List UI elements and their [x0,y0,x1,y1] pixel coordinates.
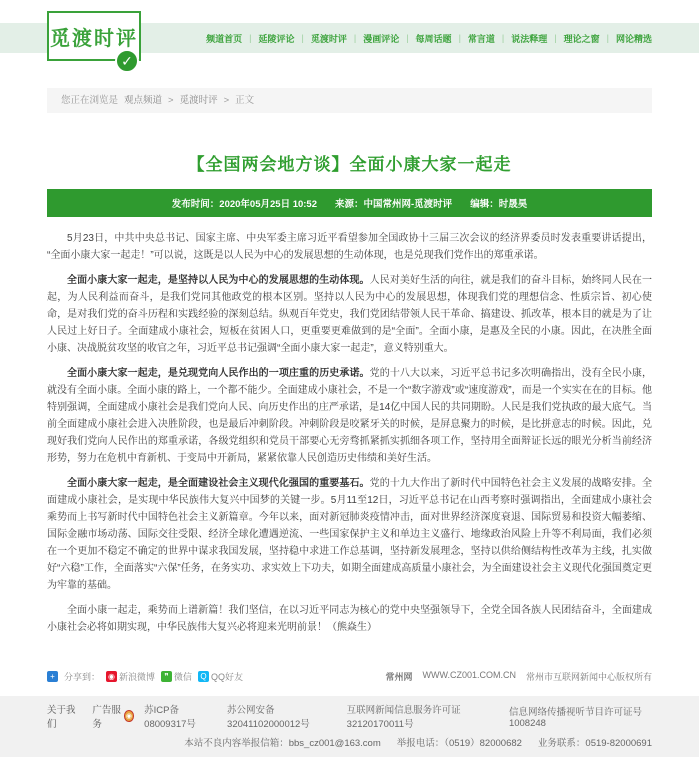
nav-separator: | [458,33,461,43]
share-controls [47,670,243,683]
nav-item-cartoon-comment[interactable]: 漫画评论 [363,33,400,44]
article-editor: 编辑：时晟昊 [470,199,528,210]
report-line [47,735,652,749]
report-phone: 举报电话：（0519）82000682 [396,738,522,749]
paragraph-text: 全面小康一起走，乘势而上谱新篇！我们坚信，在以习近平同志为核心的党中央坚强领导下，全党全国各族人民团结奋斗，全面建成小康社会必将如期实现，中华民族伟大复兴必将迎来光明前景！（熊焱生） [47,605,652,633]
top-nav [206,23,652,53]
wechat-icon: ❞ [161,671,172,682]
breadcrumb-separator: > [223,95,230,106]
share-item-label: 微信 [174,672,193,682]
footer-link-ads[interactable]: 广告服务 [92,705,121,730]
paragraph-text: 5月23日，中共中央总书记、国家主席、中央军委主席习近平看望参加全国政协十三届三次会议的经济界委员时发表重要讲话提出，“全面小康大家一起走！”可以说，这既是以人民为中心的发展思想的生动体现，也是兑现我们党作出的郑重承诺。 [47,233,652,261]
nav-separator: | [501,33,505,43]
logo-text: 觅渡时评 [50,27,138,50]
paragraph-lead: 全面小康大家一起走，是兑现党向人民作出的一项庄重的历史承诺。 [67,368,370,379]
nav-item-theory-window[interactable]: 理论之窗 [563,33,600,44]
paragraph-lead: 全面小康大家一起走，是坚持以人民为中心的发展思想的生动体现。 [67,275,370,286]
license-item-av-program: 信息网络传播视听节目许可证号1008248 [508,706,642,729]
page-footer [0,696,699,757]
site-copyright: 常州市互联网新闻中心版权所有 [525,672,652,682]
share-item-qq[interactable] [198,670,243,683]
nav-separator: | [353,33,357,43]
nav-separator: | [406,33,409,43]
share-item-wechat[interactable] [161,670,192,683]
article-paragraph [47,602,652,636]
share-item-label: QQ好友 [211,672,244,682]
share-label: 分享到： [64,672,101,682]
nav-separator: | [301,33,304,43]
license-item-icp: 苏ICP备08009317号 [144,705,196,730]
qq-icon: Q [198,671,209,682]
footer-links [47,702,124,730]
breadcrumb-current: 正文 [235,95,255,106]
nav-item-midu-shiping[interactable]: 觅渡时评 [310,33,347,44]
license-badge-icon: ◉ [124,710,134,722]
share-plus-icon[interactable]: + [47,671,58,682]
share-item-label: 新浪微博 [119,672,156,682]
nav-item-channel-home[interactable]: 频道首页 [206,33,243,44]
license-list [124,702,652,730]
article-paragraph [47,272,652,357]
nav-item-shuofa-shili[interactable]: 说法释理 [511,33,548,44]
report-business: 业务联系：0519-82000691 [537,738,652,749]
share-item-weibo[interactable] [106,670,155,683]
site-name: 常州网 [385,672,413,682]
article-container [47,150,652,636]
article-paragraph [47,475,652,594]
breadcrumb-link-channel[interactable]: 观点频道 [124,95,163,106]
nav-item-changyandao[interactable]: 常言道 [467,33,495,44]
article-source: 来源：中国常州网-觅渡时评 [335,199,453,210]
footer-link-about[interactable]: 关于我们 [47,705,76,730]
license-item-police: 苏公网安备32041102000012号 [227,705,310,730]
breadcrumb [47,88,652,113]
article-paragraph [47,365,652,467]
nav-item-weekly-topic[interactable]: 每周话题 [415,33,452,44]
site-header [0,0,699,88]
logo-check-icon: ✓ [115,49,139,73]
publish-time: 发布时间：2020年05月25日 10:52 [171,199,318,210]
paragraph-lead: 全面小康大家一起走，是全面建设社会主义现代化强国的重要基石。 [67,478,370,489]
paragraph-text: 党的十八大以来，习近平总书记多次明确指出，没有全民小康，就没有全面小康。全面小康的路上，一个都不能少。全面建成小康社会，不是一个“数字游戏”或“速度游戏”，而是一个实实在在的目标。他特别强调，全面建成小康社会是我们党向人民、向历史作出的庄严承诺，是14亿中国人民的共同期盼。人民是我们党执政的最大底气。当前全面建成小康社会进入决胜阶段，也是最后冲刺阶段。冲刺阶段是咬紧牙关的时候，是屏息聚力的时候，是比拼意志的时候。因此，兑现好我们党向人民作出的郑重承诺，各级党组织和党员干部要心无旁骛抓紧抓实抓细各项工作，坚持用全面辩证长远的眼光分析当前经济形势，努力在危机中育新机、于变局中开新局，紧紧依靠人民创造历史伟绩和美好生活。 [47,368,653,464]
article-paragraph [47,230,652,264]
nav-item-yanling-comment[interactable]: 延陵评论 [258,33,295,44]
breadcrumb-prefix: 您正在浏览是 [61,95,119,106]
breadcrumb-link-section[interactable]: 觅渡时评 [179,95,218,106]
breadcrumb-separator: > [168,95,174,106]
paragraph-text: 人民对美好生活的向往，就是我们的奋斗目标，始终同人民在一起，为人民利益而奋斗，是我们党同其他政党的根本区别。坚持以人民为中心的发展思想，体现我们党的理想信念、性质宗旨、初心使命，是对我们党的奋斗历程和实践经验的深刻总结。纵观百年党史，我们党团结带领人民干革命、搞建设、抓改革，根本目的就是为了让人民过上好日子。全面建成小康社会，短板在贫困人口，更重要更难做到的是“全面”。全面小康，是惠及全民的小康。因此，在决胜全面小康、决战脱贫攻坚的收官之年，习近平总书记强调“全面小康大家一起走”，意义特别重大。 [47,275,653,354]
nav-item-net-comment-selection[interactable]: 网论精选 [615,33,652,44]
weibo-icon: ◉ [106,671,117,682]
nav-separator: | [249,33,252,43]
license-item-news-service: 互联网新闻信息服务许可证32120170011号 [346,705,461,730]
nav-separator: | [606,33,609,43]
site-info [385,670,652,683]
nav-separator: | [554,33,557,43]
article-body [47,230,652,636]
paragraph-text: 党的十九大作出了新时代中国特色社会主义发展的战略安排。全面建成小康社会，是实现中华民族伟大复兴中国梦的关键一步。5月11至12日，习近平总书记在山西考察时强调指出，全面建成小康社会乘势而上书写新时代中国特色社会主义新篇章。今年以来，面对新冠肺炎疫情冲击，面对世界经济深度衰退、国际贸易和投资大幅萎缩、国际金融市场动荡、国际交往受限、经济全球化遭遇逆流、一些国家保护主义和单边主义盛行、地缘政治风险上升等不利局面，我们必须在一个更加不稳定不确定的世界中谋求我国发展，坚持稳中求进工作总基调，坚持新发展理念，坚持以供给侧结构性改革为主线，扎实做好“六稳”工作，全面落实“六保”任务，在务实功、求实效上下功夫，如期全面建成高质量小康社会，为全面建设社会主义现代化强国奠定更为牢靠的基础。 [47,478,653,591]
report-mailbox: 本站不良内容举报信箱：bbs_cz001@163.com [184,738,381,749]
page-title: 【全国两会地方谈】全面小康大家一起走 [187,155,512,174]
article-meta-bar [47,189,652,217]
site-url[interactable]: WWW.CZ001.COM.CN [422,670,516,680]
share-bar [47,670,652,683]
